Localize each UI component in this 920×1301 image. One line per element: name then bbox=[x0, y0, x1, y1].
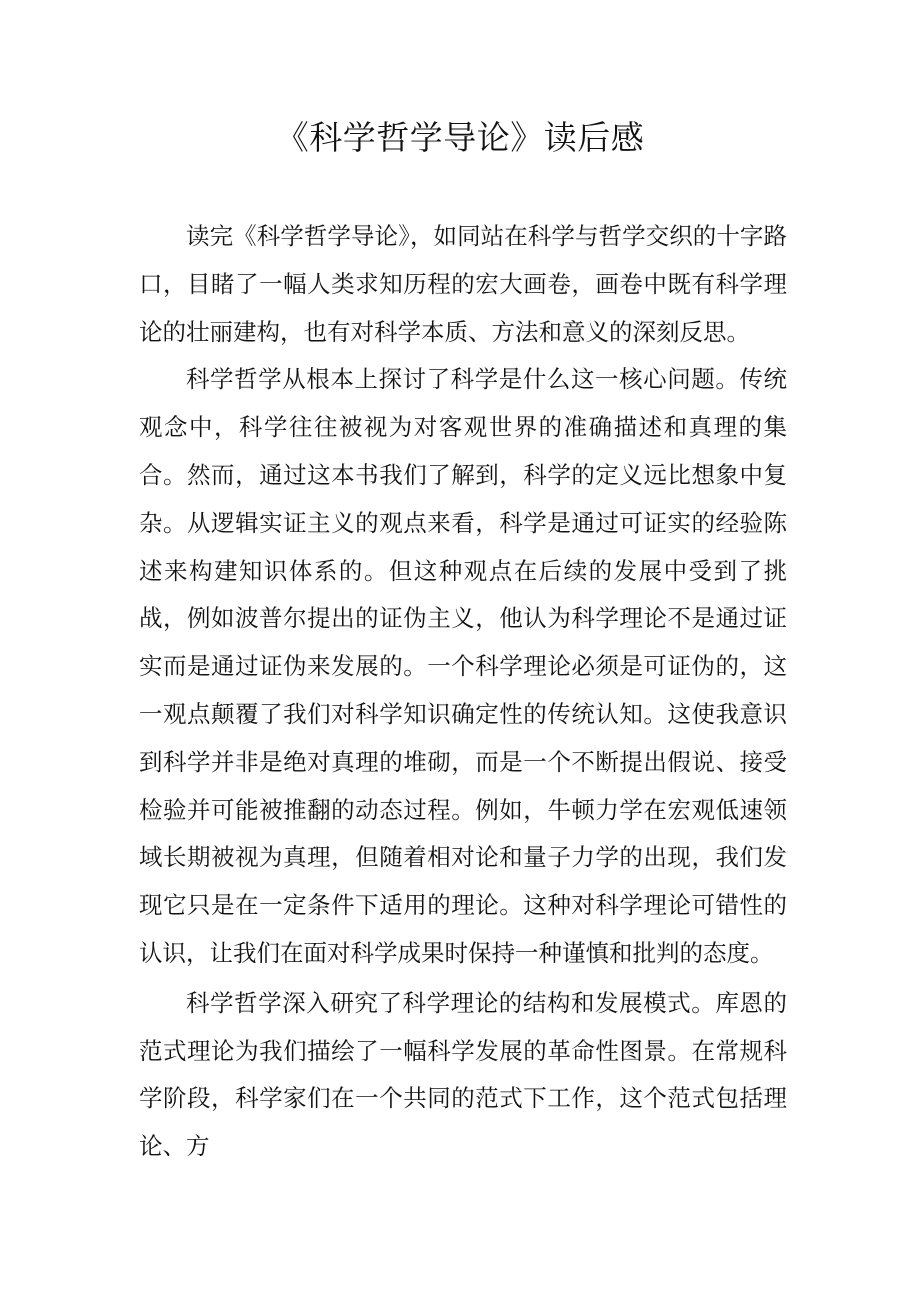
paragraph-1: 读完《科学哲学导论》，如同站在科学与哲学交织的十字路口，目睹了一幅人类求知历程的宏大画卷，画卷中既有科学理论的壮丽建构，也有对科学本质、方法和意义的深刻反思。 bbox=[139, 222, 787, 346]
paragraph-3: 科学哲学深入研究了科学理论的结构和发展模式。库恩的范式理论为我们描绘了一幅科学发展的革命性图景。在常规科学阶段，科学家们在一个共同的范式下工作，这个范式包括理论、方 bbox=[139, 988, 787, 1161]
paragraph-2: 科学哲学从根本上探讨了科学是什么这一核心问题。传统观念中，科学往往被视为对客观世界的准确描述和真理的集合。然而，通过这本书我们了解到，科学的定义远比想象中复杂。从逻辑实证主义的观点来看，科学是通过可证实的经验陈述来构建知识体系的。但这种观点在后续的发展中受到了挑战，例如波普尔提出的证伪主义，他认为科学理论不是通过证实而是通过证伪来发展的。一个科学理论必须是可证伪的，这一观点颠覆了我们对科学知识确定性的传统认知。这使我意识到科学并非是绝对真理的堆砌，而是一个不断提出假说、接受检验并可能被推翻的动态过程。例如，牛顿力学在宏观低速领域长期被视为真理，但随着相对论和量子力学的出现，我们发现它只是在一定条件下适用的理论。这种对科学理论可错性的认识，让我们在面对科学成果时保持一种谨慎和批判的态度。 bbox=[139, 365, 787, 967]
document-body bbox=[139, 213, 787, 1171]
document-title: 《科学哲学导论》读后感 bbox=[275, 118, 645, 157]
